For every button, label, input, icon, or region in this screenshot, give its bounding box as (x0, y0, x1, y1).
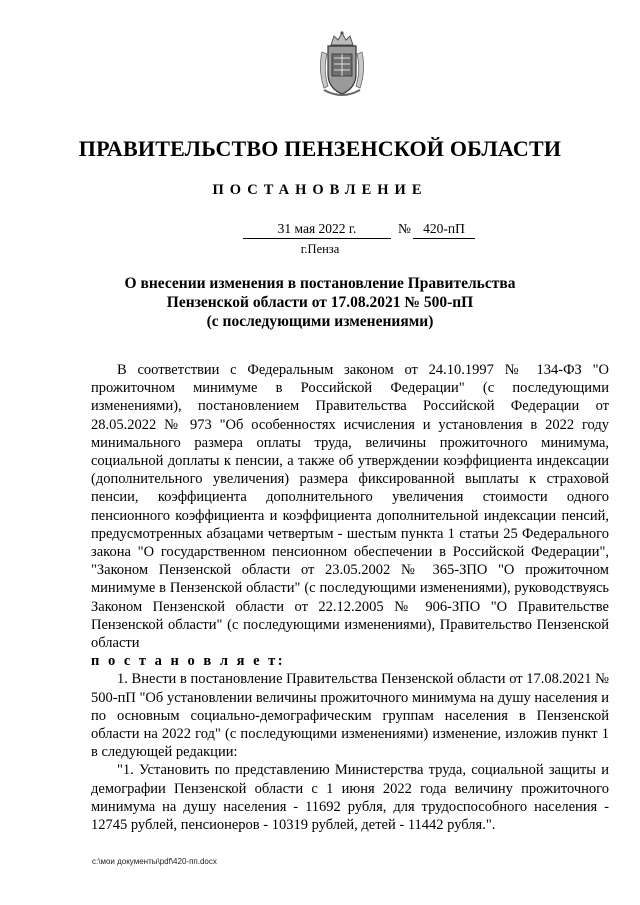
document-date: 31 мая 2022 г. (243, 221, 391, 239)
file-path-footer: c:\мои документы\pdf\420-пп.docx (92, 857, 217, 866)
paragraph-new-wording: "1. Установить по представлению Министерства труда, социальной защиты и демографии Пензенской области с 1 июня 2022 года величину прожиточного минимума на душу населения - 11692 рубля, для трудоспособного населения - 12745 рублей, пенсионеров - 10319 рублей, детей - 11442 рубля.". (91, 762, 609, 834)
document-type: ПОСТАНОВЛЕНИЕ (212, 182, 428, 198)
number-sign: № (398, 221, 411, 236)
document-body (91, 361, 609, 834)
document-title (0, 274, 640, 331)
title-line-1: О внесении изменения в постановление Правительства (124, 275, 516, 292)
paragraph-preamble: В соответствии с Федеральным законом от 24.10.1997 № 134-ФЗ "О прожиточном минимуме в Российской Федерации" (с последующими изменениями), постановлением Правительства Российской Федерации от 28.05.2022 № 973 "Об особенностях исчисления и установления в 2022 году минимального размера оплаты труда, величины прожиточного минимума, социальной доплаты к пенсии, а также об утверждении коэффициента индексации (дополнительного увеличения) размера фиксированной выплаты к страховой пенсии, коэффициента дополнительного увеличения стоимости одного пенсионного коэффициента и коэффициента дополнительной индексации пенсий, предусмотренных абзацами четвертым - шестым пункта 1 статьи 25 Федерального закона "О государственном пенсионном обеспечении в Российской Федерации", "Законом Пензенской области от 23.05.2002 № 365-ЗПО "О прожиточном минимуме в Пензенской области" (с последующими изменениями), руководствуясь Законом Пензенской области от 22.12.2005 № 906-ЗПО "О Правительстве Пензенской области" (с последующими изменениями), Правительство Пензенской области (91, 362, 609, 652)
document-number: 420-пП (413, 221, 475, 239)
city: г.Пенза (300, 242, 340, 256)
resolution-word (91, 652, 609, 670)
coat-of-arms-emblem (314, 30, 370, 100)
title-line-3: (с последующими изменениями) (206, 313, 434, 330)
postanovlyaet: п о с т а н о в л я е т: (91, 653, 286, 670)
title-line-2: Пензенской области от 17.08.2021 № 500-пП (166, 294, 474, 311)
paragraph-item-1: 1. Внести в постановление Правительства Пензенской области от 17.08.2021 № 500-пП "Об установлении величины прожиточного минимума на душу населения и по основным социально-демографическим группам населения в Пензенской области на 2022 год" (с последующими изменениями) изменение, изложив пункт 1 в следующей редакции: (91, 671, 609, 761)
government-name: ПРАВИТЕЛЬСТВО ПЕНЗЕНСКОЙ ОБЛАСТИ (78, 136, 562, 161)
